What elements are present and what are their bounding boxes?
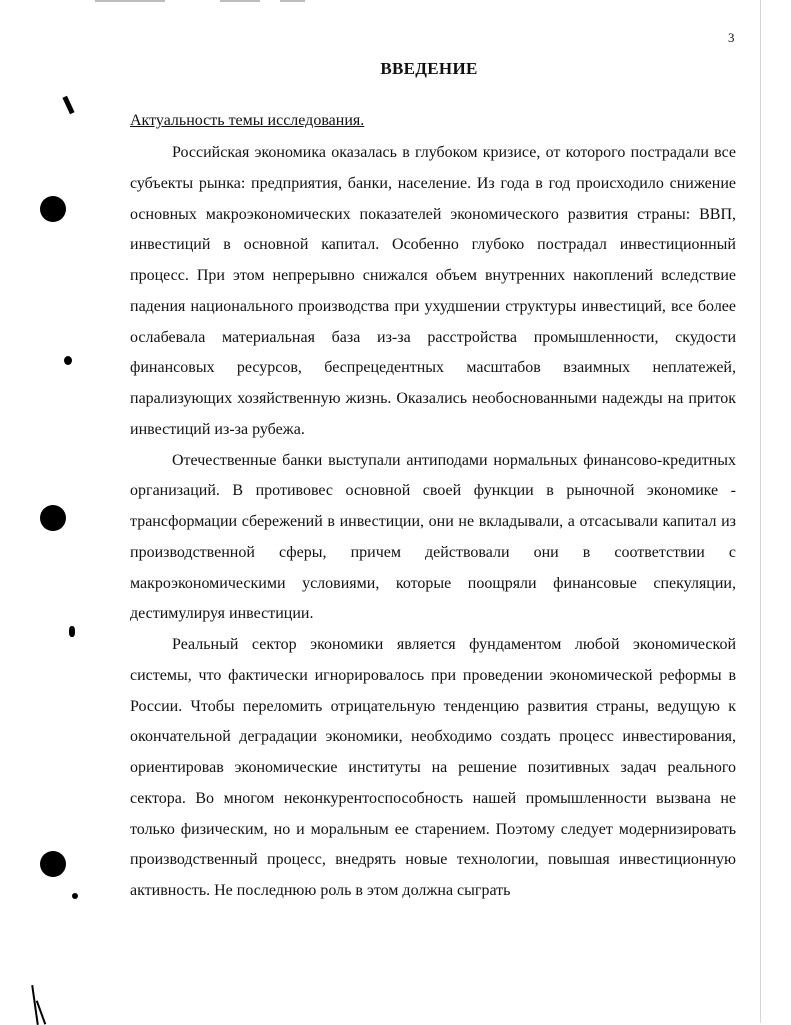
scan-speck	[62, 96, 74, 114]
punch-hole	[40, 196, 66, 222]
section-subtitle: Актуальность темы исследования.	[130, 112, 365, 129]
scan-speck	[69, 626, 75, 637]
scan-top-edge-mark	[280, 0, 305, 2]
scan-top-edge-mark	[220, 0, 260, 2]
paragraph: Российская экономика оказалась в глубоком кризисе, от которого пострадали все субъекты рынка: предприятия, банки, население. Из года в год происходило снижение основных макроэкономических показателей экономического развития страны: ВВП, инвестиций в основной капитал. Особенно глубоко пострадал инвестиционный процесс. При этом непрерывно снижался объем внутренних накоплений вследствие падения национального производства при ухудшении структуры инвестиций, все более ослабевала материальная база из-за расстройства промышленности, скудости финансовых ресурсов, беспрецедентных масштабов взаимных неплатежей, парализующих хозяйственную жизнь. Оказались необоснованными надежды на приток инвестиций из-за рубежа.	[130, 144, 736, 438]
page-number: 3	[728, 30, 735, 45]
paragraph: Реальный сектор экономики является фундаментом любой экономической системы, что фактически игнорировалось при проведении экономической реформы в России. Чтобы переломить отрицательную тенденцию развития страны, ведущую к окончательной деградации экономики, необходимо создать процесс инвестирования, ориентировав экономические институты на решение позитивных задач реального сектора. Во многом неконкурентоспособность нашей промышленности вызвана не только физическим, но и моральным ее старением. Поэтому следует модернизировать производственный процесс, внедрять новые технологии, повышая инвестиционную активность. Не последнюю роль в этом должна сыграть	[130, 636, 736, 899]
scan-right-edge-line	[760, 0, 761, 1023]
scan-top-edge-mark	[95, 0, 165, 2]
scan-speck	[64, 356, 72, 365]
punch-hole	[40, 851, 66, 877]
scan-speck	[72, 893, 78, 899]
punch-hole	[40, 505, 66, 531]
page-title: ВВЕДЕНИЕ	[380, 59, 478, 78]
paragraph: Отечественные банки выступали антиподами нормальных финансово-кредитных организаций. В противовес основной своей функции в рыночной экономике - трансформации сбережений в инвестиции, они не вкладывали, а отсасывали капитал из производственной сферы, причем действовали они в соответствии с макроэкономическими условиями, которые поощряли финансовые спекуляции, дестимулируя инвестиции.	[130, 451, 736, 623]
body-text	[130, 138, 736, 907]
